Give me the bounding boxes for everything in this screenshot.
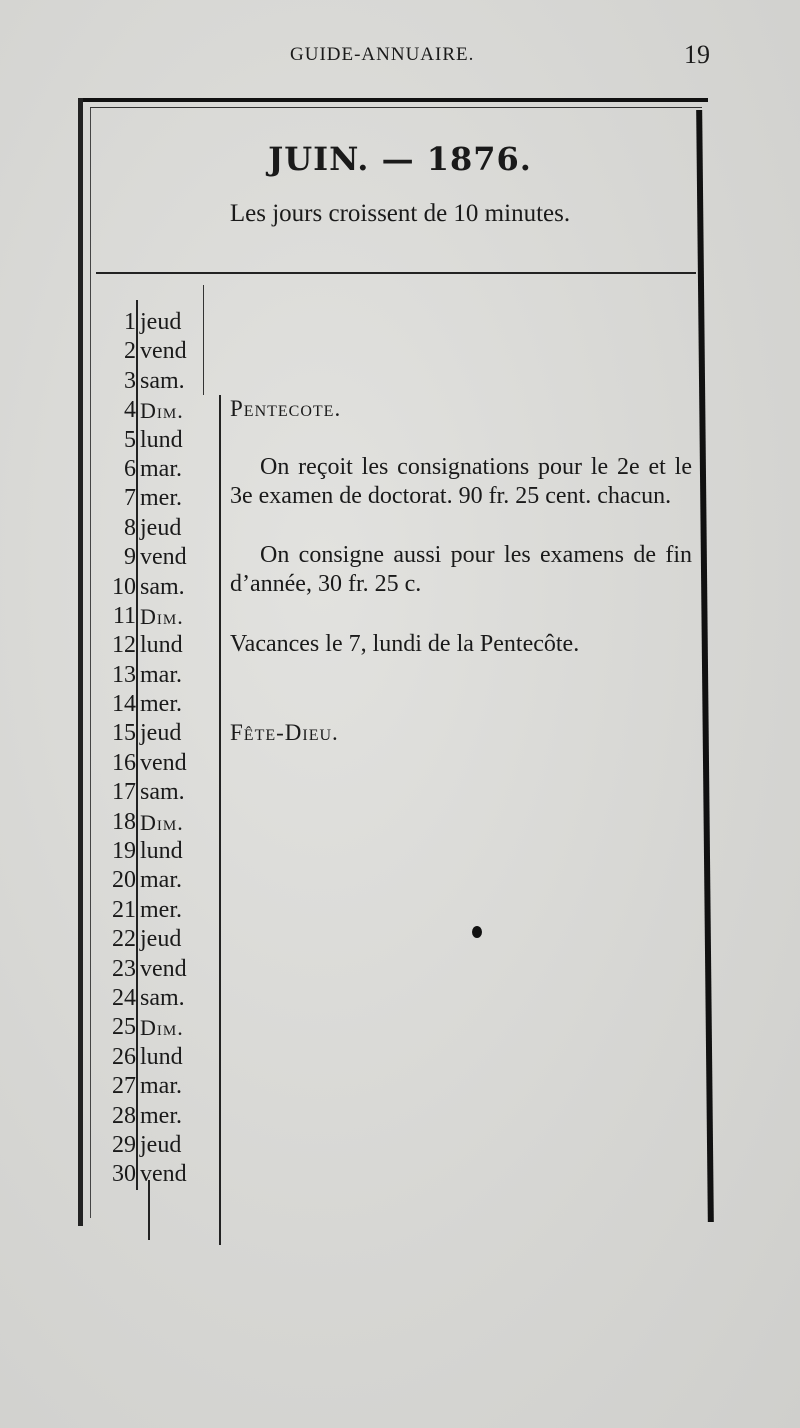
day-number: 30 xyxy=(112,1161,136,1188)
day-list xyxy=(100,308,220,1190)
day-name: lund xyxy=(140,426,183,453)
day-number: 8 xyxy=(124,514,136,541)
day-row xyxy=(100,337,220,366)
frame-top-rule xyxy=(78,98,708,102)
frame-left-inner-rule xyxy=(90,108,91,1218)
day-number: 21 xyxy=(112,896,136,923)
day-row xyxy=(100,631,220,660)
month-subtitle: Les jours croissent de 10 minutes. xyxy=(229,200,571,227)
day-number: 11 xyxy=(112,602,136,629)
day-number: 28 xyxy=(112,1102,136,1129)
note-consignations-text: On reçoit les consignations pour le 2e et le 3e examen de doctorat. 90 fr. 25 cent. chacun. xyxy=(230,454,692,510)
day-name: jeud xyxy=(140,1131,182,1158)
day-number: 6 xyxy=(124,455,136,482)
day-number: 1 xyxy=(124,309,136,335)
day-name: mer. xyxy=(140,691,182,718)
day-number: 25 xyxy=(112,1014,136,1041)
day-name: jeud xyxy=(140,309,182,335)
day-name: vend xyxy=(140,544,187,571)
day-number: 17 xyxy=(112,779,136,806)
day-number: 22 xyxy=(112,926,136,953)
note-fete-dieu: Fête-Dieu. xyxy=(230,720,339,745)
day-row xyxy=(100,602,220,631)
day-row xyxy=(100,661,220,690)
day-row xyxy=(100,1043,220,1072)
day-name: mer. xyxy=(140,485,182,512)
day-name: Dim. xyxy=(140,398,184,424)
day-name: jeud xyxy=(140,720,182,747)
day-name: lund xyxy=(140,1043,183,1070)
day-name: mar. xyxy=(140,867,182,894)
day-name: lund xyxy=(140,632,183,659)
day-row xyxy=(100,719,220,748)
ink-speck xyxy=(472,926,482,938)
day-name: mar. xyxy=(140,1073,182,1100)
day-name: sam. xyxy=(140,573,185,600)
day-row xyxy=(100,484,220,513)
day-number: 10 xyxy=(112,573,136,600)
day-number: 23 xyxy=(112,955,136,982)
running-head xyxy=(0,40,800,74)
day-row xyxy=(100,455,220,484)
day-name: Dim. xyxy=(140,809,184,835)
day-row xyxy=(100,1013,220,1042)
day-number: 29 xyxy=(112,1131,136,1158)
day-row xyxy=(100,1072,220,1101)
day-row xyxy=(100,426,220,455)
day-row xyxy=(100,543,220,572)
day-number: 9 xyxy=(124,544,136,571)
day-row xyxy=(100,396,220,425)
header-divider xyxy=(96,272,696,274)
day-number: 27 xyxy=(112,1073,136,1100)
day-number: 20 xyxy=(112,867,136,894)
day-number: 19 xyxy=(112,838,136,865)
day-row xyxy=(100,837,220,866)
day-number: 26 xyxy=(112,1043,136,1070)
frame-right-rule xyxy=(696,110,714,1222)
day-name: vend xyxy=(140,338,187,365)
day-row xyxy=(100,749,220,778)
day-row xyxy=(100,367,220,396)
day-number: 3 xyxy=(124,367,136,394)
day-row xyxy=(100,690,220,719)
day-number: 12 xyxy=(112,632,136,659)
day-name: vend xyxy=(140,955,187,982)
day-name: lund xyxy=(140,838,183,865)
day-name: mer. xyxy=(140,1102,182,1129)
frame-top-inner-rule xyxy=(90,107,702,108)
day-name: mar. xyxy=(140,661,182,688)
day-row xyxy=(100,308,220,337)
day-name: sam. xyxy=(140,779,185,806)
day-row xyxy=(100,808,220,837)
day-name: Dim. xyxy=(140,603,184,629)
day-name: mer. xyxy=(140,896,182,923)
day-number: 18 xyxy=(112,808,136,835)
day-row xyxy=(100,984,220,1013)
day-number: 7 xyxy=(124,485,136,512)
day-number: 2 xyxy=(124,338,136,365)
day-row xyxy=(100,1160,220,1189)
day-row xyxy=(100,1102,220,1131)
note-examens-text: On consigne aussi pour les examens de fin d’année, 30 fr. 25 c. xyxy=(230,542,692,598)
frame-left-rule xyxy=(78,98,83,1226)
month-title: JUIN. — 1876. xyxy=(268,140,532,178)
day-name: sam. xyxy=(140,367,185,394)
day-row xyxy=(100,1131,220,1160)
day-row xyxy=(100,514,220,543)
note-pentecote: Pentecote. xyxy=(230,396,342,421)
day-row xyxy=(100,866,220,895)
day-number: 15 xyxy=(112,720,136,747)
day-row xyxy=(100,778,220,807)
day-name: sam. xyxy=(140,984,185,1011)
note-vacances: Vacances le 7, lundi de la Pentecôte. xyxy=(230,631,580,657)
page-number: 19 xyxy=(684,40,710,69)
running-title: GUIDE-ANNUAIRE. xyxy=(290,44,475,65)
day-name: vend xyxy=(140,749,187,776)
note-examens xyxy=(230,541,692,600)
note-consignations xyxy=(230,453,692,512)
day-number: 16 xyxy=(112,749,136,776)
day-row xyxy=(100,573,220,602)
day-name: jeud xyxy=(140,926,182,953)
day-number: 4 xyxy=(124,397,136,424)
day-name: Dim. xyxy=(140,1015,184,1041)
day-row xyxy=(100,896,220,925)
day-number: 14 xyxy=(112,691,136,718)
day-number: 24 xyxy=(112,984,136,1011)
day-name: mar. xyxy=(140,455,182,482)
day-number: 13 xyxy=(112,661,136,688)
day-row xyxy=(100,955,220,984)
day-name: vend xyxy=(140,1161,187,1188)
day-name: jeud xyxy=(140,514,182,541)
day-row xyxy=(100,925,220,954)
day-number: 5 xyxy=(124,426,136,453)
